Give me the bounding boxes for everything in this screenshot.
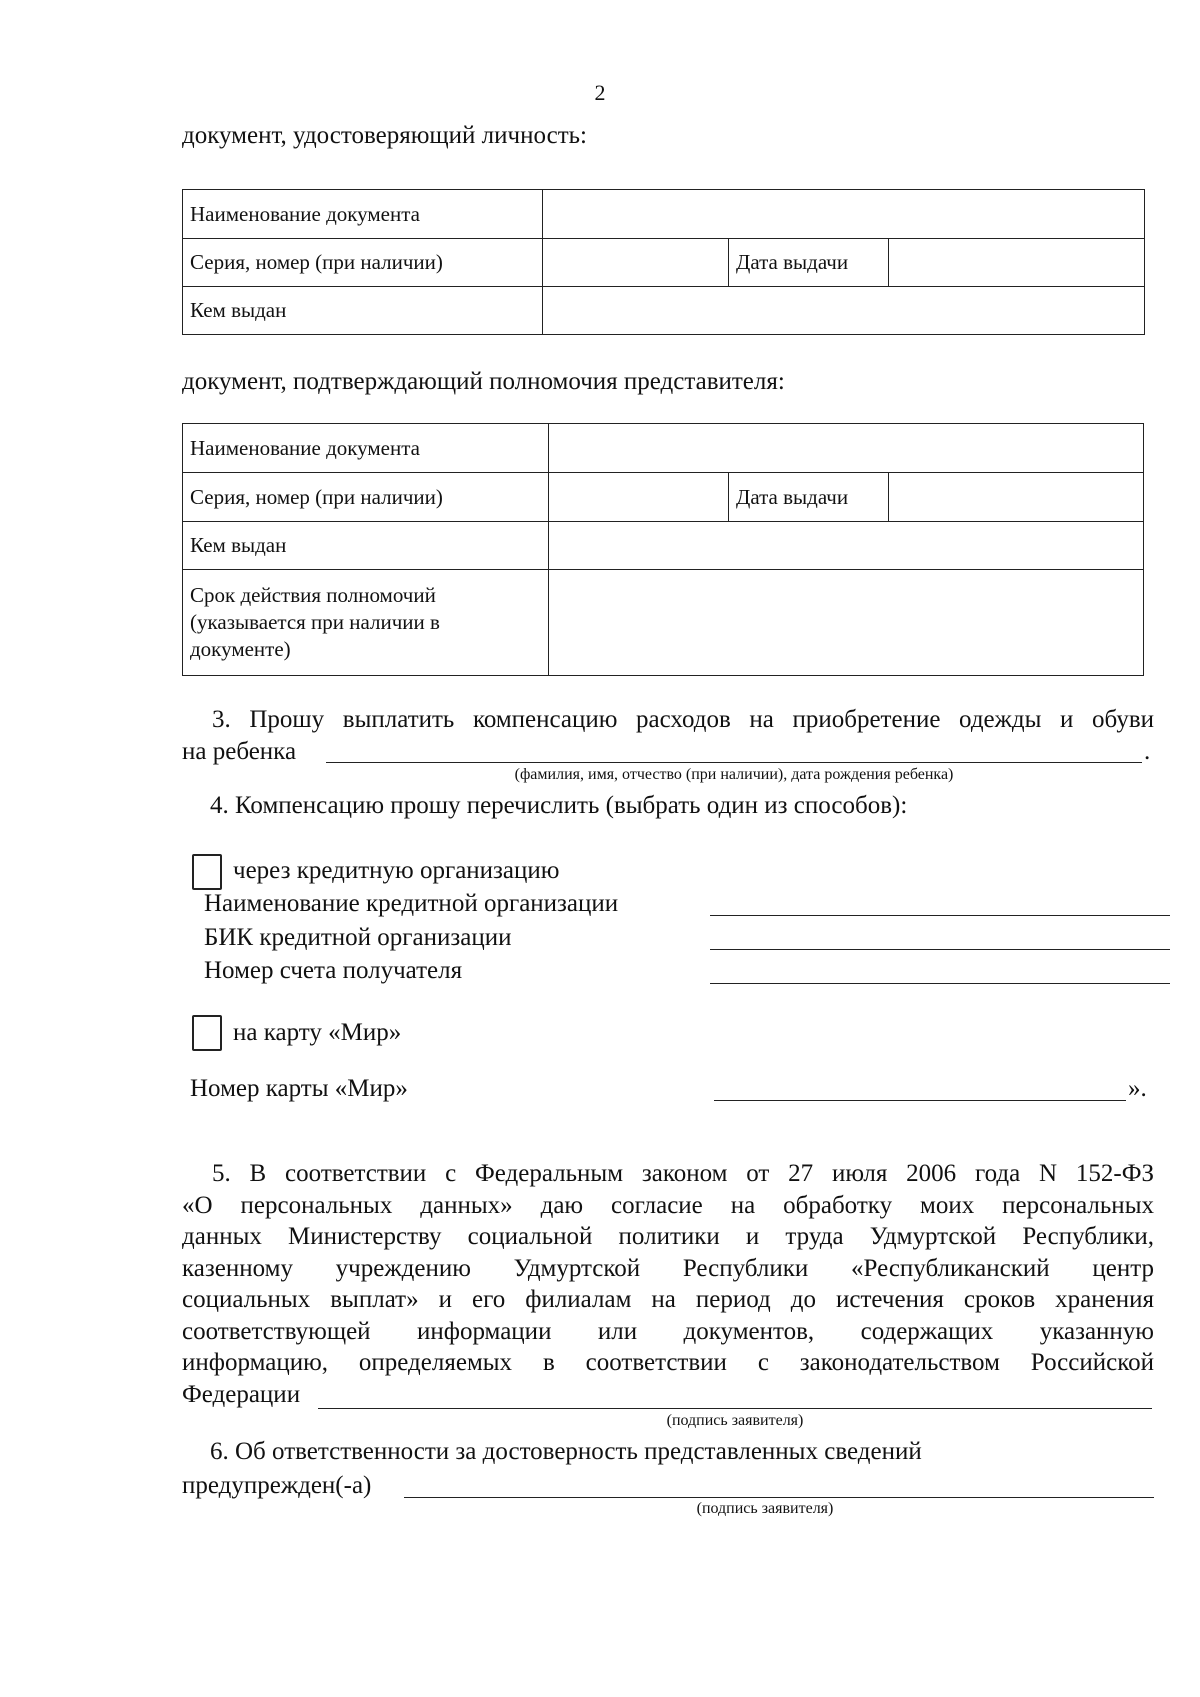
identity-doc-name-label: Наименование документа — [183, 190, 543, 239]
item5-line: информацию, определяемых в соответствии с законодательством Российской — [182, 1349, 1154, 1376]
item6-text: 6. Об ответственности за достоверность представленных сведений — [210, 1438, 922, 1465]
mir-card-option-label: на карту «Мир» — [233, 1019, 402, 1046]
representative-series-field[interactable] — [549, 473, 729, 522]
item3-text: 3. Прошу выплатить компенсацию расходов на приобретение одежды и обуви — [212, 706, 1154, 733]
bik-label: БИК кредитной организации — [204, 924, 512, 951]
bik-line[interactable] — [710, 949, 1170, 950]
item5-line: казенному учреждению Удмуртской Республики «Республиканский центр — [182, 1254, 1154, 1282]
identity-series-field[interactable] — [543, 239, 729, 287]
item3-continuation: на ребенка — [182, 738, 297, 765]
mir-card-number-label: Номер карты «Мир» — [190, 1075, 408, 1102]
mir-card-checkbox[interactable] — [192, 1015, 222, 1051]
representative-issued-by-label: Кем выдан — [183, 522, 549, 570]
representative-doc-heading: документ, подтверждающий полномочия представителя: — [182, 368, 785, 395]
identity-issued-by-label: Кем выдан — [183, 287, 543, 335]
account-number-label: Номер счета получателя — [204, 957, 463, 984]
item6-continuation: предупрежден(-а) — [182, 1472, 372, 1499]
item5-last-line: Федерации — [182, 1380, 301, 1408]
bank-transfer-checkbox[interactable] — [192, 854, 222, 890]
identity-issued-by-field[interactable] — [543, 287, 1145, 335]
representative-series-label: Серия, номер (при наличии) — [183, 473, 549, 522]
child-info-caption: (фамилия, имя, отчество (при наличии), дата рождения ребенка) — [514, 766, 954, 783]
representative-validity-label: Срок действия полномочий (указывается при наличии в документе) — [183, 570, 549, 676]
identity-issue-date-field[interactable] — [889, 239, 1145, 287]
item5-line: социальных выплат» и его филиалам на период до истечения сроков хранения — [182, 1286, 1154, 1313]
identity-doc-table — [182, 189, 1145, 335]
item5-line: соответствующей информации или документов, содержащих указанную — [182, 1317, 1154, 1345]
item5-consent-text — [182, 1158, 1154, 1410]
responsibility-signature-caption: (подпись заявителя) — [696, 1500, 834, 1517]
account-number-line[interactable] — [710, 983, 1170, 984]
bank-transfer-option-label: через кредитную организацию — [233, 857, 560, 884]
representative-doc-table — [182, 423, 1144, 676]
representative-issue-date-label: Дата выдачи — [729, 473, 889, 522]
bank-name-label: Наименование кредитной организации — [204, 890, 619, 917]
page-number: 2 — [594, 80, 606, 105]
item5-line: «О персональных данных» даю согласие на обработку моих персональных — [182, 1191, 1154, 1219]
representative-issued-by-field[interactable] — [549, 522, 1144, 570]
representative-doc-name-field[interactable] — [549, 424, 1144, 473]
identity-series-label: Серия, номер (при наличии) — [183, 239, 543, 287]
identity-doc-name-field[interactable] — [543, 190, 1145, 239]
identity-doc-heading: документ, удостоверяющий личность: — [182, 122, 587, 149]
child-info-line[interactable] — [326, 762, 1142, 763]
consent-signature-line[interactable] — [318, 1408, 1152, 1409]
responsibility-signature-line[interactable] — [404, 1497, 1154, 1498]
identity-issue-date-label: Дата выдачи — [729, 239, 889, 287]
item5-line: данных Министерству социальной политики и труда Удмуртской Республики, — [182, 1223, 1154, 1250]
item4-text: 4. Компенсацию прошу перечислить (выбрать один из способов): — [210, 792, 908, 819]
representative-doc-name-label: Наименование документа — [183, 424, 549, 473]
representative-issue-date-field[interactable] — [889, 473, 1144, 522]
mir-card-end-mark: ». — [1128, 1075, 1147, 1102]
representative-validity-field[interactable] — [549, 570, 1144, 676]
mir-card-number-line[interactable] — [714, 1100, 1126, 1101]
item5-line: 5. В соответствии с Федеральным законом от 27 июля 2006 года N 152-ФЗ — [212, 1160, 1154, 1187]
bank-name-line[interactable] — [710, 915, 1170, 916]
consent-signature-caption: (подпись заявителя) — [666, 1412, 804, 1429]
item3-end-mark: . — [1144, 738, 1151, 765]
